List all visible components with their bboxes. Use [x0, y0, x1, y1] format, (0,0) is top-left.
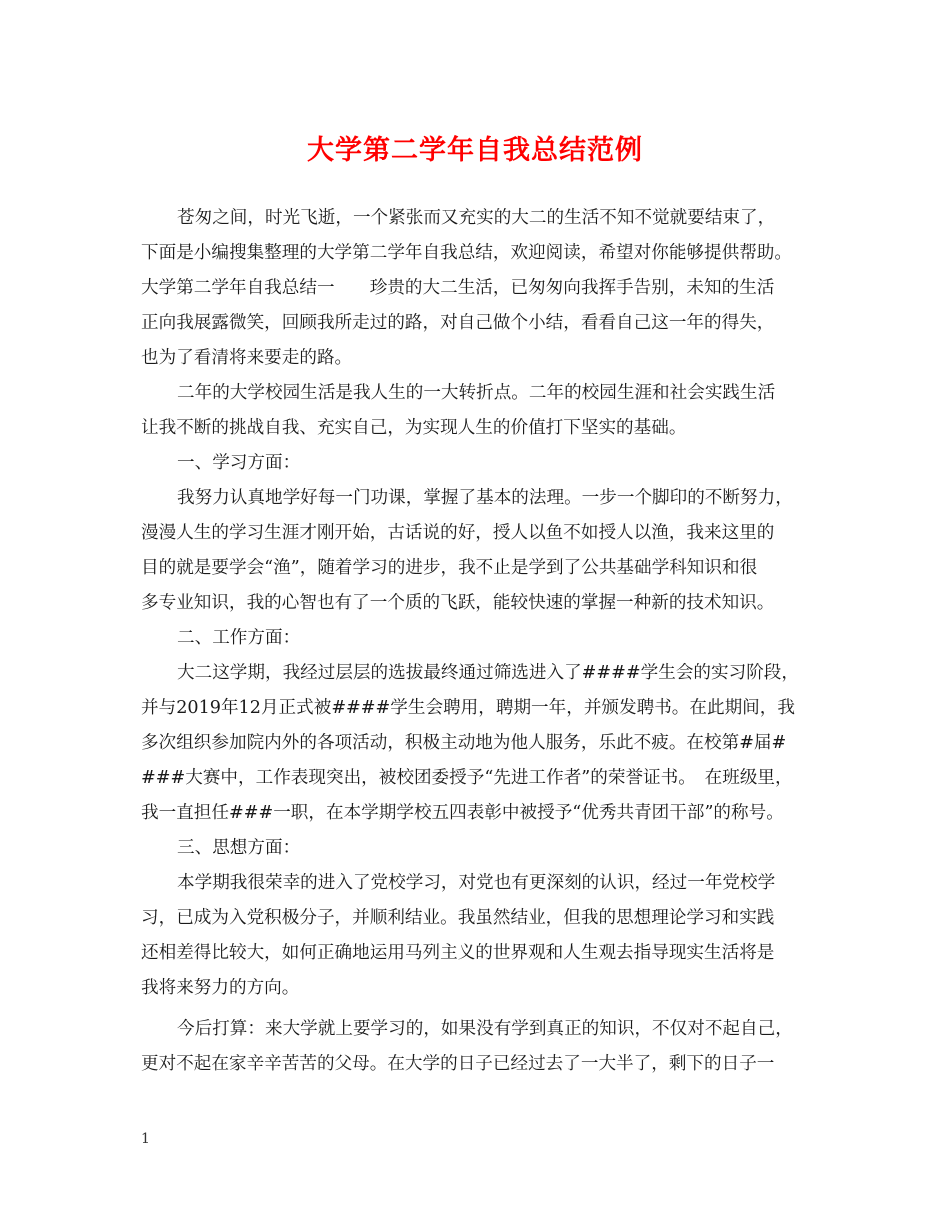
- paragraph-line: 苍匆之间，时光飞逝，一个紧张而又充实的大二的生活不知不觉就要结束了，: [177, 208, 776, 228]
- document-body: [141, 201, 821, 1082]
- paragraph-line: 多专业知识，我的心智也有了一个质的飞跃，能较快速的掌握一种新的技术知识。: [141, 593, 775, 613]
- paragraph-line: 我努力认真地学好每一门功课，掌握了基本的法理。一步一个脚印的不断努力，: [177, 488, 793, 508]
- paragraph-line: 也为了看清将来要走的路。: [141, 348, 353, 368]
- paragraph-line: 我将来努力的方向。: [141, 978, 300, 998]
- paragraph-line: 还相差得比较大，如何正确地运用马列主义的世界观和人生观去指导现实生活将是: [141, 943, 775, 963]
- paragraph-line: 更对不起在家辛辛苦苦的父母。在大学的日子已经过去了一大半了，剩下的日子一: [141, 1054, 775, 1074]
- paragraph-line: 目的就是要学会“渔”，随着学习的进步，我不止是学到了公共基础学科知识和很: [141, 558, 758, 578]
- section-heading: 三、思想方面：: [177, 838, 301, 858]
- paragraph-line: 本学期我很荣幸的进入了党校学习，对党也有更深刻的认识，经过一年党校学: [177, 873, 776, 893]
- paragraph-line: ###大赛中，工作表现突出，被校团委授予“先进工作者”的荣誉证书。 在班级里，: [141, 768, 793, 788]
- paragraph-line: 习，已成为入党积极分子，并顺利结业。我虽然结业，但我的思想理论学习和实践: [141, 908, 775, 928]
- paragraph-line: 下面是小编搜集整理的大学第二学年自我总结，欢迎阅读，希望对你能够提供帮助。: [141, 243, 792, 263]
- section-heading: 一、学习方面：: [177, 453, 301, 473]
- paragraph-line: 让我不断的挑战自我、充实自己，为实现人生的价值打下坚实的基础。: [141, 418, 687, 438]
- paragraph-line: 并与2019年12月正式被####学生会聘用，聘期一年，并颁发聘书。在此期间，我: [141, 698, 795, 718]
- paragraph-line: 我一直担任###一职，在本学期学校五四表彰中被授予“优秀共青团干部”的称号。: [141, 803, 784, 823]
- paragraph-line: 漫漫人生的学习生涯才刚开始，古话说的好，授人以鱼不如授人以渔，我来这里的: [141, 523, 775, 543]
- paragraph-line: 二年的大学校园生活是我人生的一大转折点。二年的校园生涯和社会实践生活: [177, 383, 776, 403]
- paragraph-line: 大二这学期，我经过层层的选拔最终通过筛选进入了####学生会的实习阶段，: [177, 663, 799, 683]
- paragraph-line: 多次组织参加院内外的各项活动，积极主动地为他人服务，乐此不疲。在校第#届#: [141, 733, 787, 753]
- paragraph-line: 大学第二学年自我总结一 珍贵的大二生活，已匆匆向我挥手告别，未知的生活: [141, 278, 775, 298]
- section-heading: 二、工作方面：: [177, 628, 301, 648]
- paragraph-line: 今后打算：来大学就上要学习的，如果没有学到真正的知识，不仅对不起自己，: [177, 1019, 793, 1039]
- paragraph-line: 正向我展露微笑，回顾我所走过的路，对自己做个小结，看看自己这一年的得失，: [141, 313, 775, 333]
- page-number: 1: [141, 1131, 150, 1147]
- document-title: 大学第二学年自我总结范例: [307, 135, 643, 166]
